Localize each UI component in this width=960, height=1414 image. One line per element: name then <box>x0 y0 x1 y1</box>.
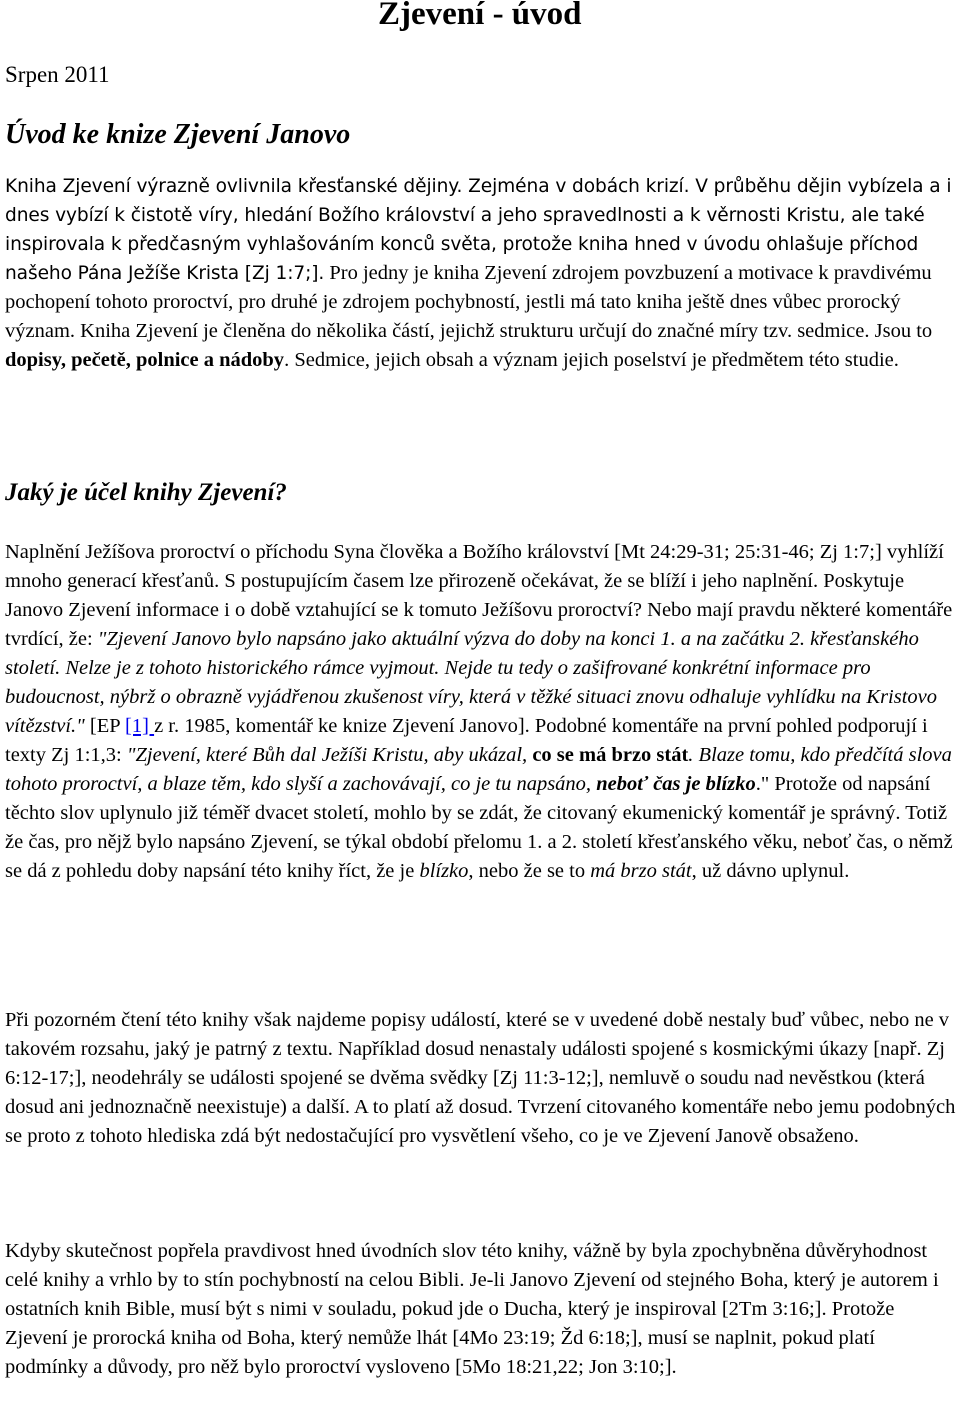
careful-reading-paragraph: Při pozorném čtení této knihy však najdeme popisy událostí, které se v uvedené době nestaly buď vůbec, nebo ne v takovém rozsahu, jaký je patrný z textu. Například dosud nenastaly události spojené s kosmickými úkazy [např. Zj 6:12-17;], neodehrály se události spojené se dvěma svědky [Zj 11:3-12;], nemluvě o soudu nad nevěstkou (která dosud ani jednoznačně neexistuje) a další. A to platí až dosud. Tvrzení citovaného komentáře nebo jemu podobných se proto z tohoto hlediska zdá být nedostačující pro vysvětlení všeho, co je ve Zjevení Janově obsaženo. <box>5 1009 956 1147</box>
intro-paragraph-septets: dopisy, pečetě, polnice a nádoby <box>5 349 285 371</box>
footnote-1-link[interactable]: [1] <box>125 715 155 737</box>
purpose-paragraph-text-5: , nebo že se to <box>468 860 591 882</box>
section-heading-purpose: Jaký je účel knihy Zjevení? <box>5 479 287 506</box>
purpose-paragraph <box>5 538 960 886</box>
purpose-paragraph-scripture-emphasis-2: neboť čas je blízko <box>596 773 756 795</box>
intro-paragraph-sentence-3: . Sedmice, jejich obsah a význam jejich poselství je předmětem této studie. <box>284 349 899 371</box>
page-title: Zjevení - úvod <box>378 0 582 32</box>
intro-paragraph-sentence-2: Pro jedny je kniha Zjevení zdrojem povzbuzení a motivace k pravdivému pochopení tohoto proroctví, pro druhé je zdrojem pochybností, jestli má tato kniha ještě dnes vůbec prorocký význam. Kniha Zjevení je členěna do několika částí, jejichž strukturu určují do značné míry tzv. sedmice. Jsou to <box>5 262 933 342</box>
purpose-paragraph-text-1: Naplnění Ježíšova proroctví o příchodu Syna člověka a Božího království [Mt 24:29-31; 25:31-46; Zj 1:7;] vyhlíží mnoho generací křesťanů. S postupujícím časem lze přirozeně očekávat, že se blíží i jeho naplnění. Poskytuje Janovo Zjevení informace i o době vztahující se k tomuto Ježíšovu proroctví? Nebo mají pravdu některé komentáře tvrdící, že: <box>5 541 953 650</box>
document-subtitle: Úvod ke knize Zjevení Janovo <box>5 119 351 150</box>
publication-date: Srpen 2011 <box>5 62 110 87</box>
credibility-paragraph: Kdyby skutečnost popřela pravdivost hned úvodních slov této knihy, vážně by byla zpochybněna důvěryhodnost celé knihy a vrhlo by to stín pochybností na celou Bibli. Je-li Janovo Zjevení od stejného Boha, který je autorem i ostatních knih Bible, musí být s nimi v souladu, pokud jde o Ducha, který je inspiroval [2Tm 3:16;]. Protože Zjevení je prorocká kniha od Boha, který nemůže lhát [4Mo 23:19; Žd 6:18;], musí se naplnit, pokud platí podmínky a důvody, pro něž bylo proroctví vysloveno [5Mo 18:21,22; Jon 3:10;]. <box>5 1240 939 1378</box>
purpose-paragraph-text-6: , už dávno uplynul. <box>691 860 850 882</box>
purpose-paragraph-text-4: ." Protože od napsání těchto slov uplynulo již téměř dvacet století, mohlo by se zdát, že citovaný ekumenický komentář je správný. Totiž že čas, pro nějž bylo napsáno Zjevení, se týkal období přelomu 1. a 2. století křesťanského věku, neboť čas, o němž se dá z pohledu doby napsání této knihy říct, že je <box>5 773 953 882</box>
purpose-paragraph-word-brzo: má brzo stát <box>590 860 692 882</box>
intro-paragraph-sentence-1: Kniha Zjevení výrazně ovlivnila křesťanské dějiny. Zejména v dobách krizí. V průběhu dějin vybízela a i dnes vybízí k čistotě víry, hledání Božího království a jeho spravedlnosti a k věrnosti Kristu, ale také inspirovala k předčasným vyhlašováním konců světa, protože kniha hned v úvodu ohlašuje příchod našeho Pána Ježíše Krista [Zj 1:7;]. <box>5 176 952 284</box>
purpose-paragraph-scripture-quote-1: "Zjevení, které Bůh dal Ježíši Kristu, aby ukázal, <box>126 744 533 766</box>
purpose-paragraph-word-blizko: blízko <box>419 860 469 882</box>
purpose-paragraph-text-3: z r. 1985, komentář ke knize Zjevení Janovo]. Podobné komentáře na první pohled podporují i texty Zj 1:1,3: <box>5 715 928 766</box>
purpose-paragraph-scripture-quote-2: . Blaze tomu, kdo předčítá slova tohoto proroctví, a blaze těm, kdo slyší a zachovávají, co je tu napsáno, <box>5 744 952 795</box>
intro-paragraph <box>5 172 960 375</box>
purpose-paragraph-scripture-emphasis-1: co se má brzo stát <box>532 744 689 766</box>
purpose-paragraph-text-2: [EP <box>84 715 126 737</box>
purpose-paragraph-commentary-quote: "Zjevení Janovo bylo napsáno jako aktuální výzva do doby na konci 1. a na začátku 2. křesťanského století. Nelze je z tohoto historického rámce vyjmout. Nejde tu tedy o zašifrované konkrétní informace pro budoucnost, nýbrž o obrazně vyjádřenou zkušenost víry, která v těžké situaci znovu odhaluje vyhlídku na Kristovo vítězství." <box>5 628 938 737</box>
